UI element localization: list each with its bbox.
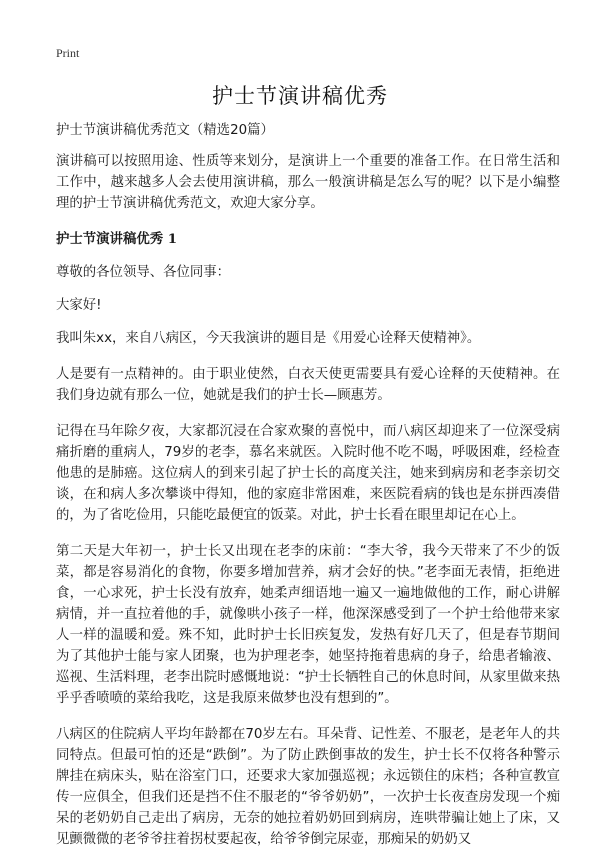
article-subtitle: 护士节演讲稿优秀范文（精选20篇） [56,123,274,138]
paragraph-5: 八病区的住院病人平均年龄都在70岁左右。耳朵背、记性差、不服老，是老年人的共同特点。但最可怕的还是“跌倒”。为了防止跌倒事故的发生，护士长不仅将各种警示牌挂在病床头，贴在浴室门口，还要求大家加强巡视；永远锁住的床档；各种宣教宣传一应俱全，但我们还是挡不住不服老的“爷爷奶奶”，一次护士长夜查房发现一个痴呆的老奶奶自己走出了病房，无奈的她拉着奶奶回到病房，连哄带骗让她上了床，又见颤微微的老爷爷拄着拐杖要起夜，给爷爷倒完尿壶，那痴呆的奶奶又 [56,727,560,847]
paragraph-4: 第二天是大年初一，护士长又出现在老李的床前：“李大爷，我今天带来了不少的饭菜，都是容易消化的食物，你要多增加营养，病才会好的快。”老李面无表情，拒绝进食，一心求死，护士长没有放弃，她柔声细语地一遍又一遍地做他的工作，耐心讲解病情，并一直拉着他的手，就像哄小孩子一样，他深深感受到了一个护士给他带来家人一样的温暖和爱。殊不知，此时护士长旧疾复发，发热有好几天了，但是春节期间为了其他护士能与家人团聚，也为护理老李，她坚持拖着患病的身子，给患者输液、巡视、生活料理，老李出院时感慨地说：“护士长牺牲自己的休息时间，从家里做来热乎乎香喷喷的菜给我吃，这是我原来做梦也没有想到的”。 [56,544,560,706]
article-body [56,120,560,865]
print-link[interactable]: Print [56,46,80,60]
paragraph-2: 人是要有一点精神的。由于职业使然，白衣天使更需要具有爱心诠释的天使精神。在我们身边就有那么一位，她就是我们的护士长—顾惠芳。 [56,367,560,403]
section-heading: 护士节演讲稿优秀 1 [56,231,178,247]
greeting-paragraph: 尊敬的各位领导、各位同事： [56,265,231,280]
page-title: 护士节演讲稿优秀 [212,84,388,108]
paragraph-1: 我叫朱xx，来自八病区，今天我演讲的题目是《用爱心诠释天使精神》。 [56,331,481,346]
paragraph-3: 记得在马年除夕夜，大家都沉浸在合家欢聚的喜悦中，而八病区却迎来了一位深受病痛折磨的重病人，79岁的老李，慕名来就医。入院时他不吃不喝，呼吸困难，经检查他患的是肺癌。这位病人的到来引起了护士长的高度关注，她来到病房和老李亲切交谈，在和病人多次攀谈中得知，他的家庭非常困难，来医院看病的钱也是东拼西凑借的，为了省吃俭用，只能吃最便宜的饭菜。对此，护士长看在眼里却记在心上。 [56,424,560,523]
hello-paragraph: 大家好! [56,298,102,313]
intro-paragraph: 演讲稿可以按照用途、性质等来划分，是演讲上一个重要的准备工作。在日常生活和工作中，越来越多人会去使用演讲稿，那么一般演讲稿是怎么写的呢？以下是小编整理的护士节演讲稿优秀范文，欢迎大家分享。 [56,154,560,211]
